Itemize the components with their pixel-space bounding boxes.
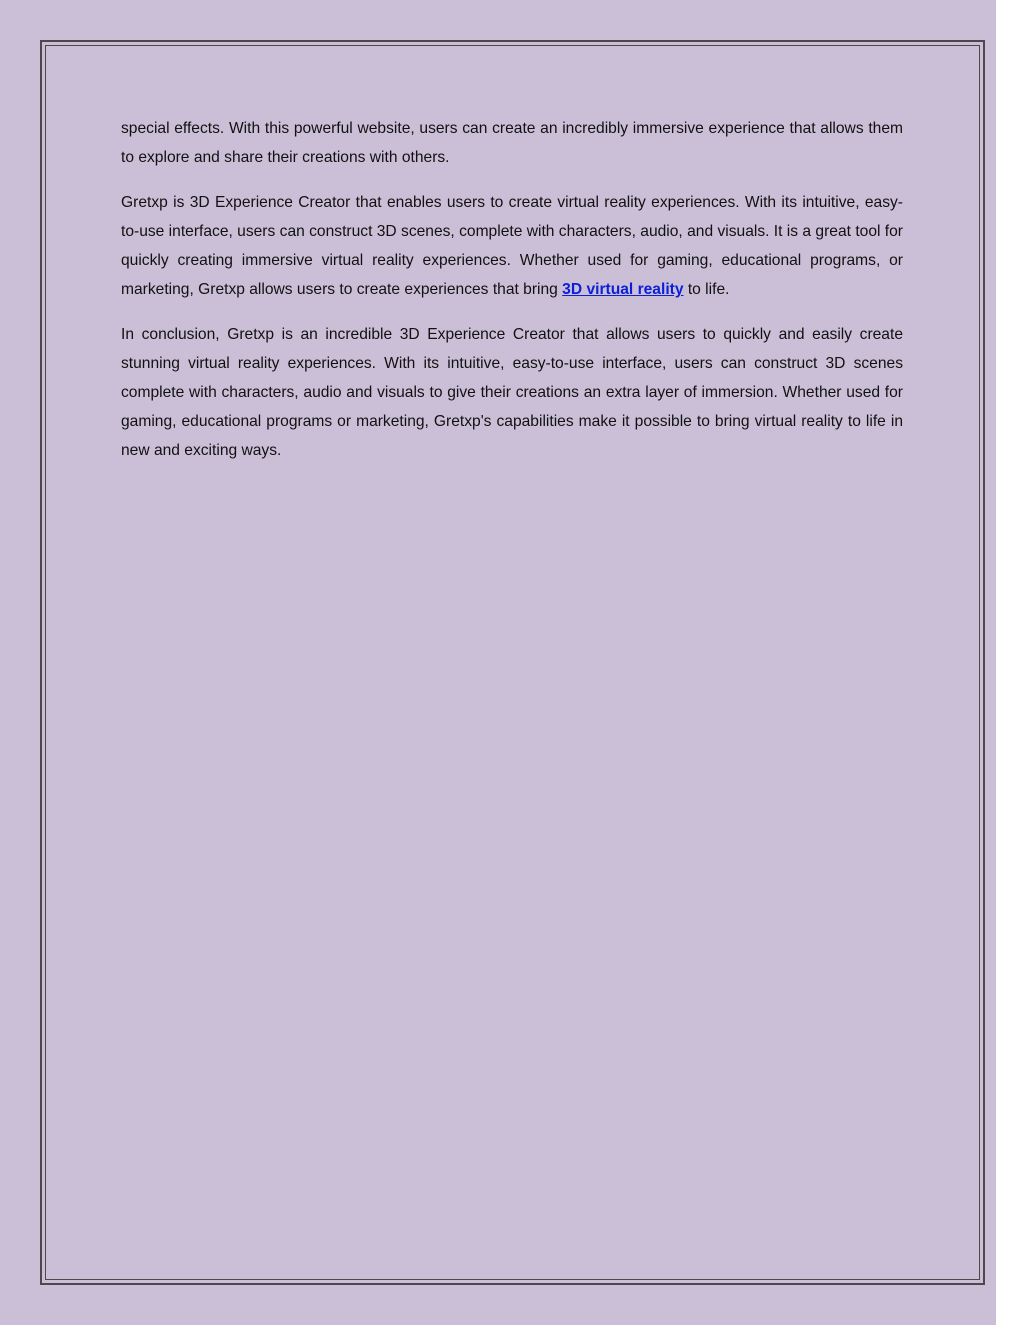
virtual-reality-link[interactable]: 3D virtual reality: [562, 281, 684, 298]
paragraph-2: [121, 188, 903, 304]
paragraph-2-text-before-link: Gretxp is 3D Experience Creator that enables users to create virtual reality experiences. With its intuitive, easy-to-use interface, users can construct 3D scenes, complete with characters, audio, and visuals. It is a great tool for quickly creating immersive virtual reality experiences. Whether used for gaming, educational programs, or marketing, Gretxp allows users to create experiences that bring: [121, 194, 903, 298]
paragraph-2-text-after-link: to life.: [683, 281, 730, 298]
paragraph-3: In conclusion, Gretxp is an incredible 3D Experience Creator that allows users to quickly and easily create stunning virtual reality experiences. With its intuitive, easy-to-use interface, users can construct 3D scenes complete with characters, audio and visuals to give their creations an extra layer of immersion. Whether used for gaming, educational programs or marketing, Gretxp's capabilities make it possible to bring virtual reality to life in new and exciting ways.: [121, 326, 903, 459]
document-body: [121, 114, 903, 481]
paragraph-1: special effects. With this powerful website, users can create an incredibly immersive experience that allows them to explore and share their creations with others.: [121, 120, 903, 166]
